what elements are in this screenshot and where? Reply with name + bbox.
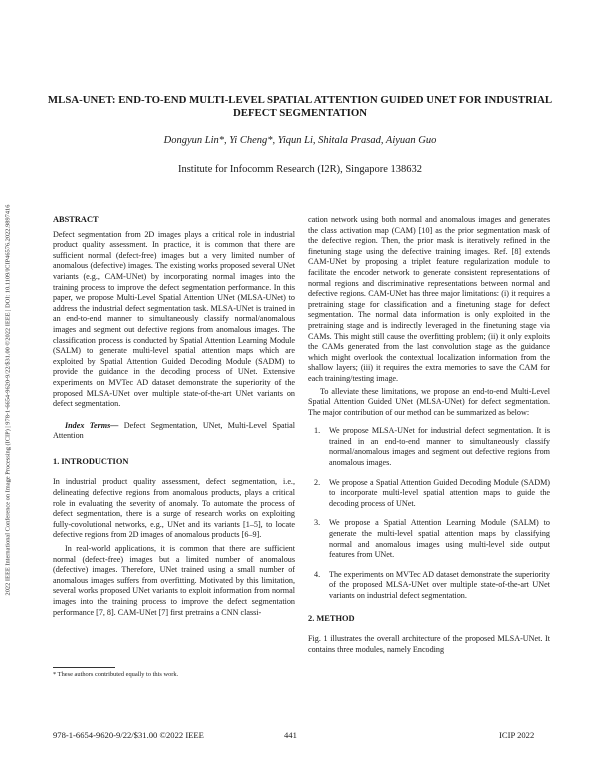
abstract-heading: ABSTRACT — [53, 215, 99, 224]
page-number: 441 — [284, 730, 297, 740]
left-column — [53, 215, 295, 618]
list-item: 4. The experiments on MVTec AD dataset demonstrate the superiority of the proposed MLSA-UNet over multiple state-of-the-art UNet variants on industrial defect segmentation. — [314, 569, 550, 600]
index-terms — [53, 421, 295, 442]
method-paragraph: Fig. 1 illustrates the overall architecture of the proposed MLSA-UNet. It contains three modules, namely Encoding — [308, 634, 550, 654]
conference-name: ICIP 2022 — [499, 730, 535, 740]
abstract-text: Defect segmentation from 2D images plays a critical role in industrial product quality assessment. In practice, it is common that there are sufficient normal (defect-free) images but a very limited number of anomalous (defective) images. The existing works proposed several UNet variants (e.g., CAM-UNet) by incorporating normal images into the training process to improve the defect segmentation performance. In this paper, we propose Multi-Level Spatial Attention UNet (MLSA-UNet) to address the industrial defect segmentation task. MLSA-UNet is trained in an end-to-end manner to simultaneously classify normal/anomalous images and segment out defective regions from anomalous images. The classification process is conducted by Spatial Attention Learning Module (SALM) to generate multi-level spatial attention maps which are exploited by Spatial Attention Guided Decoding Module (SADM) to provide the guidance in the decoding process of UNet. Extensive experiments on MVTec AD dataset demonstrate the superiority of the proposed MLSA-UNet over multiple state-of-the-art UNet variants on defect segmentation. — [53, 229, 295, 409]
doi-sidebar — [2, 140, 14, 660]
paper-title: MLSA-UNET: END-TO-END MULTI-LEVEL SPATIAL ATTENTION GUIDED UNET FOR INDUSTRIAL DEFECT SEGMENTATION — [47, 94, 553, 119]
affiliation: Institute for Infocomm Research (I2R), Singapore 138632 — [177, 164, 423, 175]
intro-paragraph-2: In real-world applications, it is common that there are sufficient normal (defect-free) images but a limited number of anomalous (defective) images. Therefore, UNet trained using a small number of anomalous images suffers from overfitting. Motivated by this limitation, several works proposed UNet variants to exploit information from normal images into the training process to improve the defect segmentation performance [7, 8]. CAM-UNet [7] first pretrains a CNN classi- — [53, 544, 295, 617]
index-terms-label: Index Terms— — [65, 420, 119, 430]
doi-sidebar-text: 2022 IEEE International Conference on Image Processing (ICIP) | 978-1-6654-9620-9/22/$31.00 ©2022 IEEE | DOI: 10.1109/ICIP46576.2022.9897416 — [4, 204, 12, 596]
method-heading: 2. METHOD — [308, 613, 355, 623]
list-item: 3. We propose a Spatial Attention Learning Module (SALM) to generate the multi-level spatial attention maps by classifying normal and anomalous images using multi-level side output features from UNet. — [314, 518, 550, 560]
authors: Dongyun Lin*, Yi Cheng*, Yiqun Li, Shitala Prasad, Aiyuan Guo — [163, 135, 437, 146]
intro-heading: 1. INTRODUCTION — [53, 456, 129, 466]
right-paragraph-2: To alleviate these limitations, we propose an end-to-end Multi-Level Spatial Attention Guided UNet (MLSA-UNet) for defect segmentation. The major contribution of our method can be summarized as below: — [308, 386, 550, 417]
footnote-divider — [53, 667, 115, 668]
footnote: * These authors contributed equally to this work. — [53, 671, 179, 678]
index-terms-text: Defect Segmentation, UNet, Multi-Level Spatial Attention — [53, 420, 295, 441]
list-item: 1. We propose MLSA-UNet for industrial defect segmentation. It is trained in an end-to-end manner to simultaneously classify normal/anomalous images and segment out defective regions from anomalous images. — [314, 426, 550, 468]
intro-paragraph-1: In industrial product quality assessment, defect segmentation, i.e., delineating defective regions from anomalous products, plays a critical role in evaluating the severity of anomaly. To automate the process of defect segmentation, there is a surge of research works on exploiting fully-covolutional networks, e.g., UNet and its variants [1–5], to locate defective regions from 2D images of anomalous products [6–9]. — [53, 477, 295, 540]
right-paragraph-1: cation network using both normal and anomalous images and generates the class activation map (CAM) [10] as the prior segmentation mask of the defective region. Then, the prior mask is iteratively refined in the finetuning stage using the defective training images. Ref. [8] extends CAM-UNet by proposing a triplet feature regularization module to facilitate the encoder network to generate consistent representations of normal regions and discriminative representations between normal and defective regions. CAM-UNet has three major limitations: (i) it requires a pretraining stage for classification and a finetuning stage for defect segmentation. The normal data information is only exploited in the pretraining stage and is indirectly leveraged in the finetuning stage via CAMs. This might still cause the overfitting problem; (ii) it only exploits the CAMs generated from the last convolution stage as the guidance which might overlook the contextual localization information from the shallow layers; (iii) it requires the extra memories to save the CAM for each training/testing image. — [308, 215, 550, 383]
footer-copyright: 978-1-6654-9620-9/22/$31.00 ©2022 IEEE — [53, 730, 204, 740]
contributions-list — [308, 426, 550, 601]
list-item: 2. We propose a Spatial Attention Guided Decoding Module (SADM) to incorporate multi-level spatial attention maps to guide the decoding process of UNet. — [314, 477, 550, 508]
right-column — [308, 215, 550, 655]
